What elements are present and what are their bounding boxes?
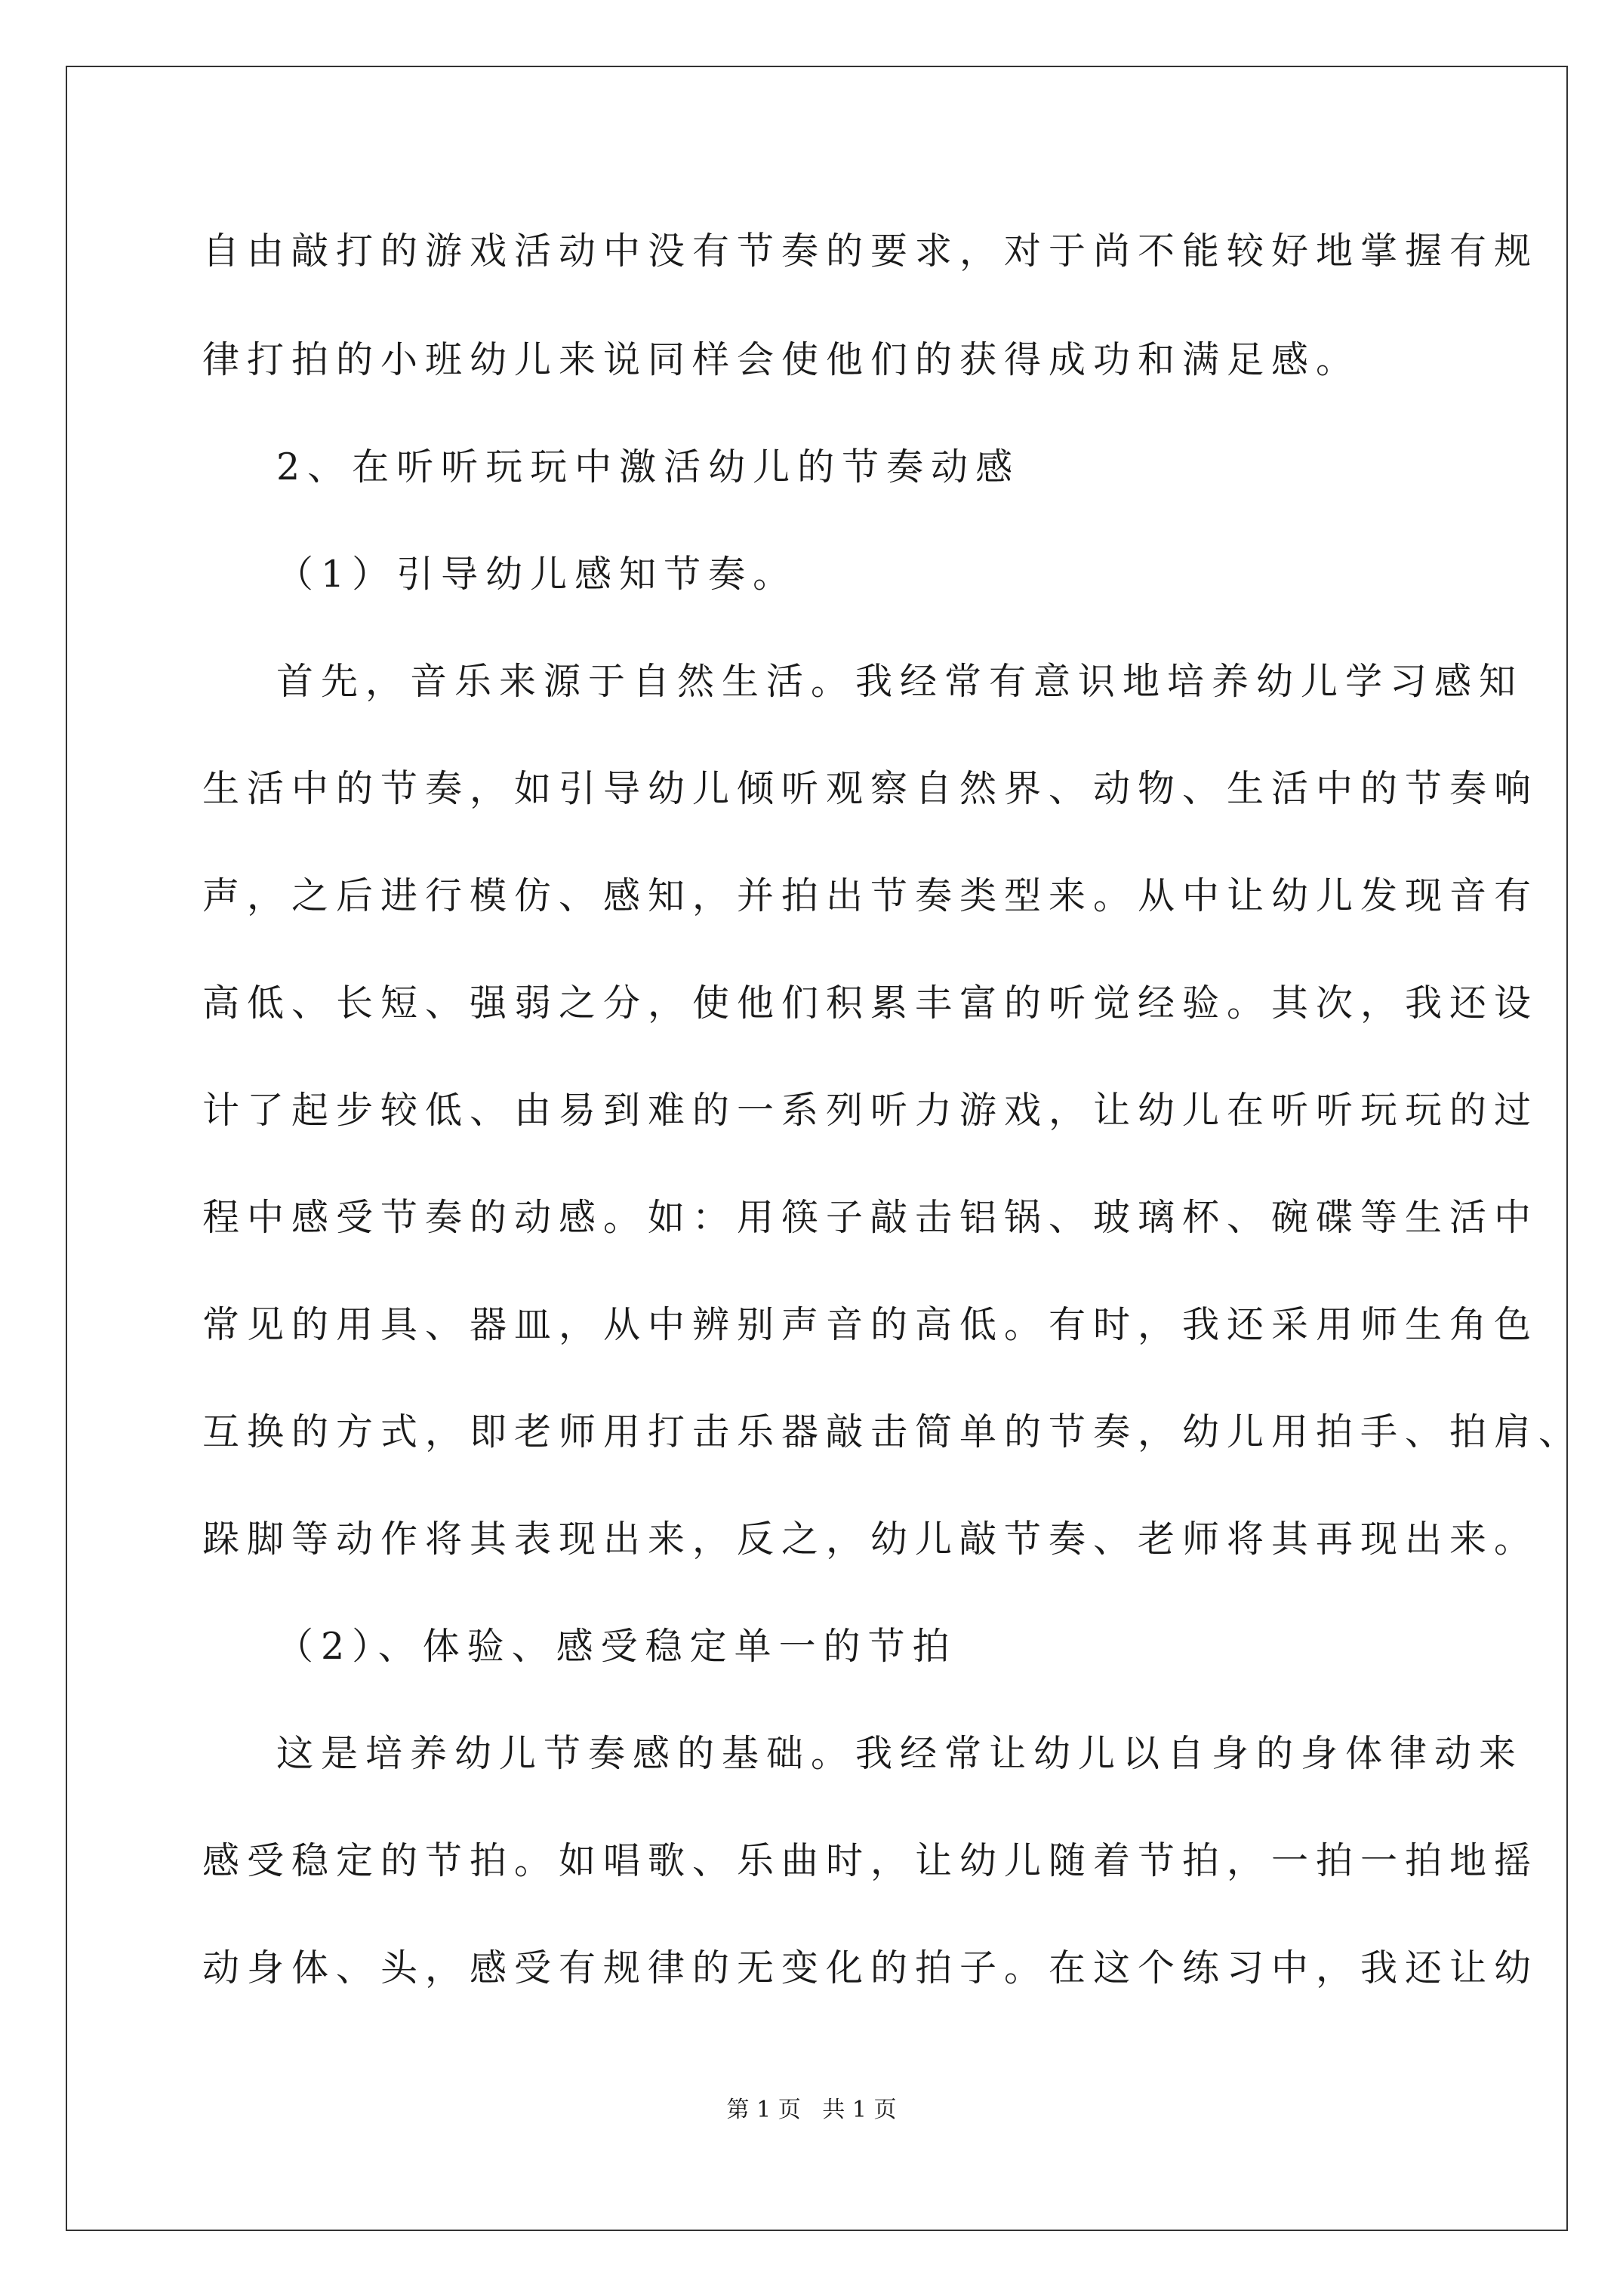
paragraph-line: 感受稳定的节拍。如唱歌、乐曲时，让幼儿随着节拍，一拍一拍地摇 xyxy=(202,1839,1539,1882)
paragraph-line: 自由敲打的游戏活动中没有节奏的要求，对于尚不能较好地掌握有规 xyxy=(202,230,1539,273)
section-heading: 2、在听听玩玩中激活幼儿的节奏动感 xyxy=(276,445,1021,488)
paragraph-line: 高低、长短、强弱之分，使他们积累丰富的听觉经验。其次，我还设 xyxy=(202,982,1539,1025)
paragraph-line: 这是培养幼儿节奏感的基础。我经常让幼儿以自身的身体律动来 xyxy=(276,1732,1524,1775)
paragraph-line: 常见的用具、器皿，从中辨别声音的高低。有时，我还采用师生角色 xyxy=(202,1303,1539,1346)
paragraph-line: 互换的方式，即老师用打击乐器敲击简单的节奏，幼儿用拍手、拍肩、 xyxy=(202,1410,1584,1453)
paragraph-line: 首先，音乐来源于自然生活。我经常有意识地培养幼儿学习感知 xyxy=(276,660,1524,703)
subsection-heading: （2）、体验、感受稳定单一的节拍 xyxy=(276,1625,957,1668)
paragraph-line: 律打拍的小班幼儿来说同样会使他们的获得成功和满足感。 xyxy=(202,338,1361,381)
page-border xyxy=(66,66,1568,2231)
paragraph-line: 动身体、头，感受有规律的无变化的拍子。在这个练习中，我还让幼 xyxy=(202,1946,1539,1989)
paragraph-line: 声，之后进行模仿、感知，并拍出节奏类型来。从中让幼儿发现音有 xyxy=(202,874,1539,917)
page-footer: 第 1 页 共 1 页 xyxy=(726,2097,897,2123)
paragraph-line: 计了起步较低、由易到难的一系列听力游戏，让幼儿在听听玩玩的过 xyxy=(202,1089,1539,1132)
paragraph-line: 生活中的节奏，如引导幼儿倾听观察自然界、动物、生活中的节奏响 xyxy=(202,767,1539,810)
paragraph-line: 跺脚等动作将其表现出来，反之，幼儿敲节奏、老师将其再现出来。 xyxy=(202,1518,1539,1561)
subsection-heading: （1）引导幼儿感知节奏。 xyxy=(276,553,798,596)
paragraph-line: 程中感受节奏的动感。如：用筷子敲击铝锅、玻璃杯、碗碟等生活中 xyxy=(202,1196,1539,1239)
